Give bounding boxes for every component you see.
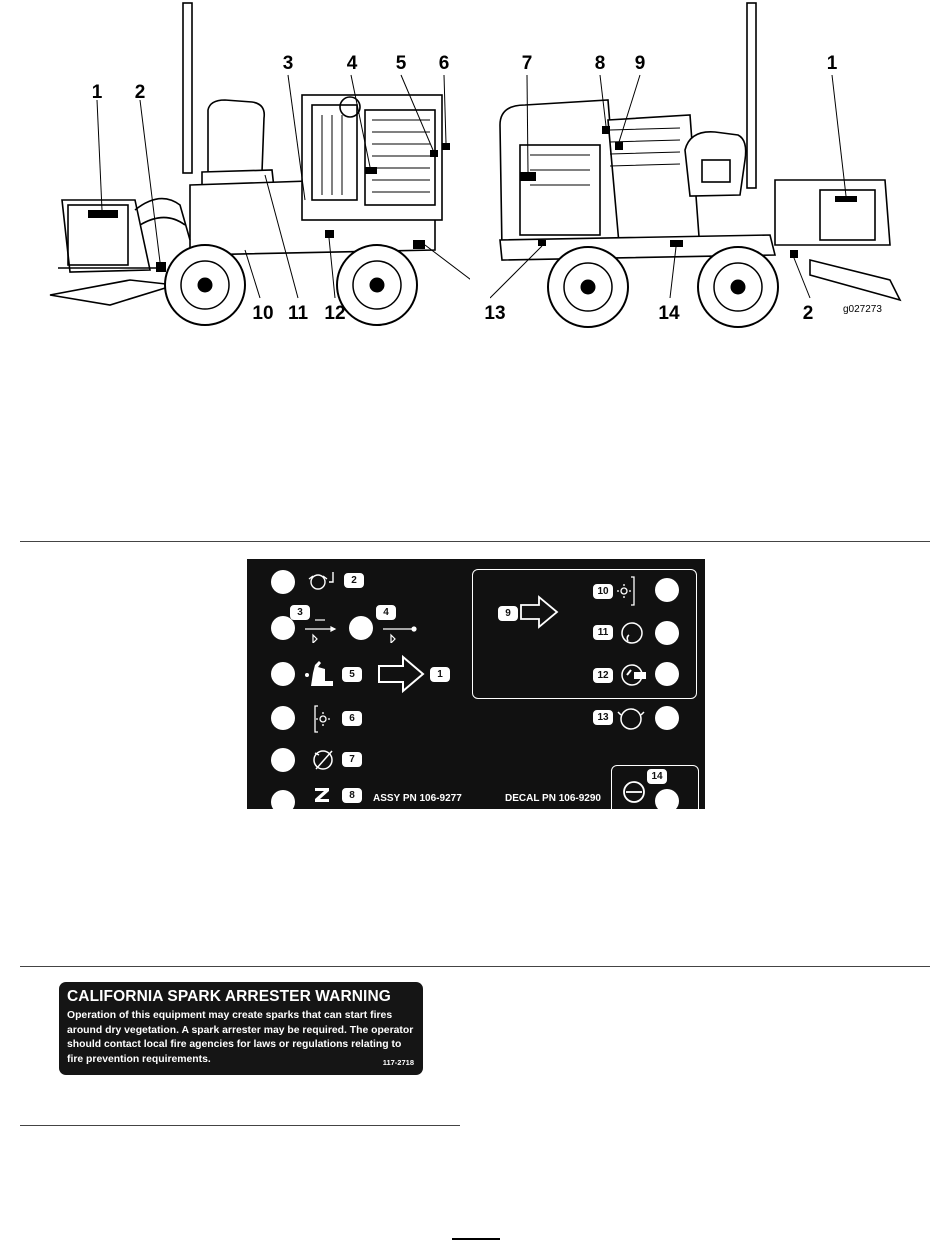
decal-tag-5: 5 bbox=[342, 667, 362, 682]
decal-hole bbox=[271, 662, 295, 686]
decal-tag-8: 8 bbox=[342, 788, 362, 803]
decal-hole bbox=[271, 706, 295, 730]
callout-14: 14 bbox=[658, 303, 680, 324]
key-off-icon bbox=[619, 619, 645, 647]
machine-figure bbox=[0, 0, 950, 330]
decal-tag-3: 3 bbox=[290, 605, 310, 620]
callout-2-left: 2 bbox=[134, 82, 146, 103]
decal-tag-13: 13 bbox=[593, 710, 613, 725]
page-number-underline bbox=[452, 1238, 500, 1240]
callout-1-left: 1 bbox=[91, 82, 103, 103]
light-icon bbox=[615, 576, 637, 606]
light-icon bbox=[313, 705, 331, 733]
callout-11: 11 bbox=[287, 303, 309, 324]
seat-icon bbox=[303, 659, 337, 689]
decal-tag-14: 14 bbox=[647, 769, 667, 784]
key-on-icon bbox=[619, 661, 649, 689]
decal-hole bbox=[349, 616, 373, 640]
machine-left-side-illustration bbox=[40, 0, 470, 330]
divider-2 bbox=[20, 966, 930, 967]
decal-part-number: DECAL PN 106-9290 bbox=[505, 793, 601, 804]
assy-part-number: ASSY PN 106-9277 bbox=[373, 793, 462, 804]
callout-2-right: 2 bbox=[802, 303, 814, 324]
machine-right-side-illustration bbox=[490, 0, 910, 330]
decal-tag-7: 7 bbox=[342, 752, 362, 767]
decal-tag-10: 10 bbox=[593, 584, 613, 599]
decal-tag-12: 12 bbox=[593, 668, 613, 683]
warning-title: CALIFORNIA SPARK ARRESTER WARNING bbox=[67, 988, 391, 1005]
divider-3 bbox=[20, 1125, 460, 1126]
callout-13: 13 bbox=[484, 303, 506, 324]
rotation-arrow-icon bbox=[307, 568, 347, 594]
no-rotation-icon bbox=[311, 747, 337, 773]
callout-5: 5 bbox=[395, 53, 407, 74]
figure-id: g027273 bbox=[843, 304, 882, 315]
callout-8: 8 bbox=[594, 53, 606, 74]
callout-7: 7 bbox=[521, 53, 533, 74]
minus-circle-icon bbox=[621, 779, 647, 805]
decal-tag-2: 2 bbox=[344, 573, 364, 588]
key-start-icon bbox=[617, 705, 647, 733]
callout-10: 10 bbox=[252, 303, 274, 324]
decal-tag-6: 6 bbox=[342, 711, 362, 726]
decal-tag-9: 9 bbox=[498, 606, 518, 621]
neutral-icon bbox=[313, 786, 331, 804]
decal-tag-1: 1 bbox=[430, 667, 450, 682]
decal-hole bbox=[271, 790, 295, 809]
divider-1 bbox=[20, 541, 930, 542]
warning-code: 117-2718 bbox=[382, 1058, 414, 1067]
decal-hole bbox=[271, 748, 295, 772]
right-arrow-icon bbox=[377, 655, 425, 693]
decal-tag-4: 4 bbox=[376, 605, 396, 620]
callout-6: 6 bbox=[438, 53, 450, 74]
decal-tag-11: 11 bbox=[593, 625, 613, 640]
key-switch-group bbox=[472, 569, 697, 699]
callout-9: 9 bbox=[634, 53, 646, 74]
callout-3: 3 bbox=[282, 53, 294, 74]
spark-arrester-warning-decal bbox=[59, 982, 423, 1075]
decal-hole bbox=[271, 570, 295, 594]
callout-12: 12 bbox=[324, 303, 346, 324]
warning-body: Operation of this equipment may create sparks that can start fires around dry vegetation. A spark arrester may be required. The operator should contact local fire agencies for laws or regulations relating to fire prevention requirements. bbox=[67, 1010, 414, 1065]
callout-4: 4 bbox=[346, 53, 358, 74]
decal-hole bbox=[655, 706, 679, 730]
control-decal-panel bbox=[247, 559, 705, 809]
right-arrow-icon bbox=[519, 595, 559, 629]
callout-1-right: 1 bbox=[826, 53, 838, 74]
